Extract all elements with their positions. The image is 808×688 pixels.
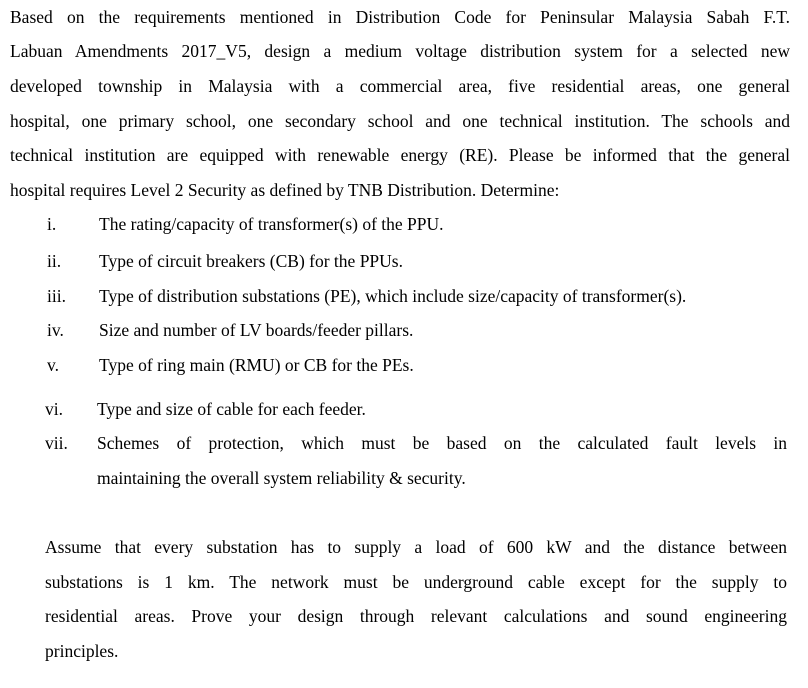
intro-line-4: hospital, one primary school, one secondary school and one technical institution. The schools and bbox=[10, 111, 790, 131]
assumption-line-4: principles. bbox=[45, 641, 119, 661]
intro-line-1: Based on the requirements mentioned in Distribution Code for Peninsular Malaysia Sabah F.T. bbox=[10, 7, 790, 27]
item-numeral: v. bbox=[47, 355, 59, 375]
item-numeral: ii. bbox=[47, 251, 62, 271]
assumption-line-1: Assume that every substation has to supply a load of 600 kW and the distance between bbox=[45, 537, 787, 557]
intro-line-3: developed township in Malaysia with a commercial area, five residential areas, one general bbox=[10, 76, 790, 96]
item-text: maintaining the overall system reliability & security. bbox=[97, 468, 466, 488]
intro-line-5: technical institution are equipped with renewable energy (RE). Please be informed that the general bbox=[10, 145, 790, 165]
item-numeral: i. bbox=[47, 214, 57, 234]
item-text: Type of distribution substations (PE), which include size/capacity of transformer(s). bbox=[99, 286, 687, 306]
assumption-line-3: residential areas. Prove your design through relevant calculations and sound engineering bbox=[45, 606, 787, 626]
item-numeral: vii. bbox=[45, 433, 68, 453]
item-numeral: iii. bbox=[47, 286, 66, 306]
intro-line-6: hospital requires Level 2 Security as defined by TNB Distribution. Determine: bbox=[10, 180, 560, 200]
item-text: Type of circuit breakers (CB) for the PPUs. bbox=[99, 251, 403, 271]
item-text: Schemes of protection, which must be based on the calculated fault levels in bbox=[97, 433, 787, 453]
item-text: Size and number of LV boards/feeder pillars. bbox=[99, 320, 414, 340]
item-text: Type of ring main (RMU) or CB for the PEs. bbox=[99, 355, 414, 375]
item-text: Type and size of cable for each feeder. bbox=[97, 399, 366, 419]
item-numeral: vi. bbox=[45, 399, 63, 419]
intro-line-2: Labuan Amendments 2017_V5, design a medium voltage distribution system for a selected new bbox=[10, 41, 790, 61]
item-numeral: iv. bbox=[47, 320, 64, 340]
assumption-line-2: substations is 1 km. The network must be underground cable except for the supply to bbox=[45, 572, 787, 592]
item-text: The rating/capacity of transformer(s) of the PPU. bbox=[99, 214, 444, 234]
